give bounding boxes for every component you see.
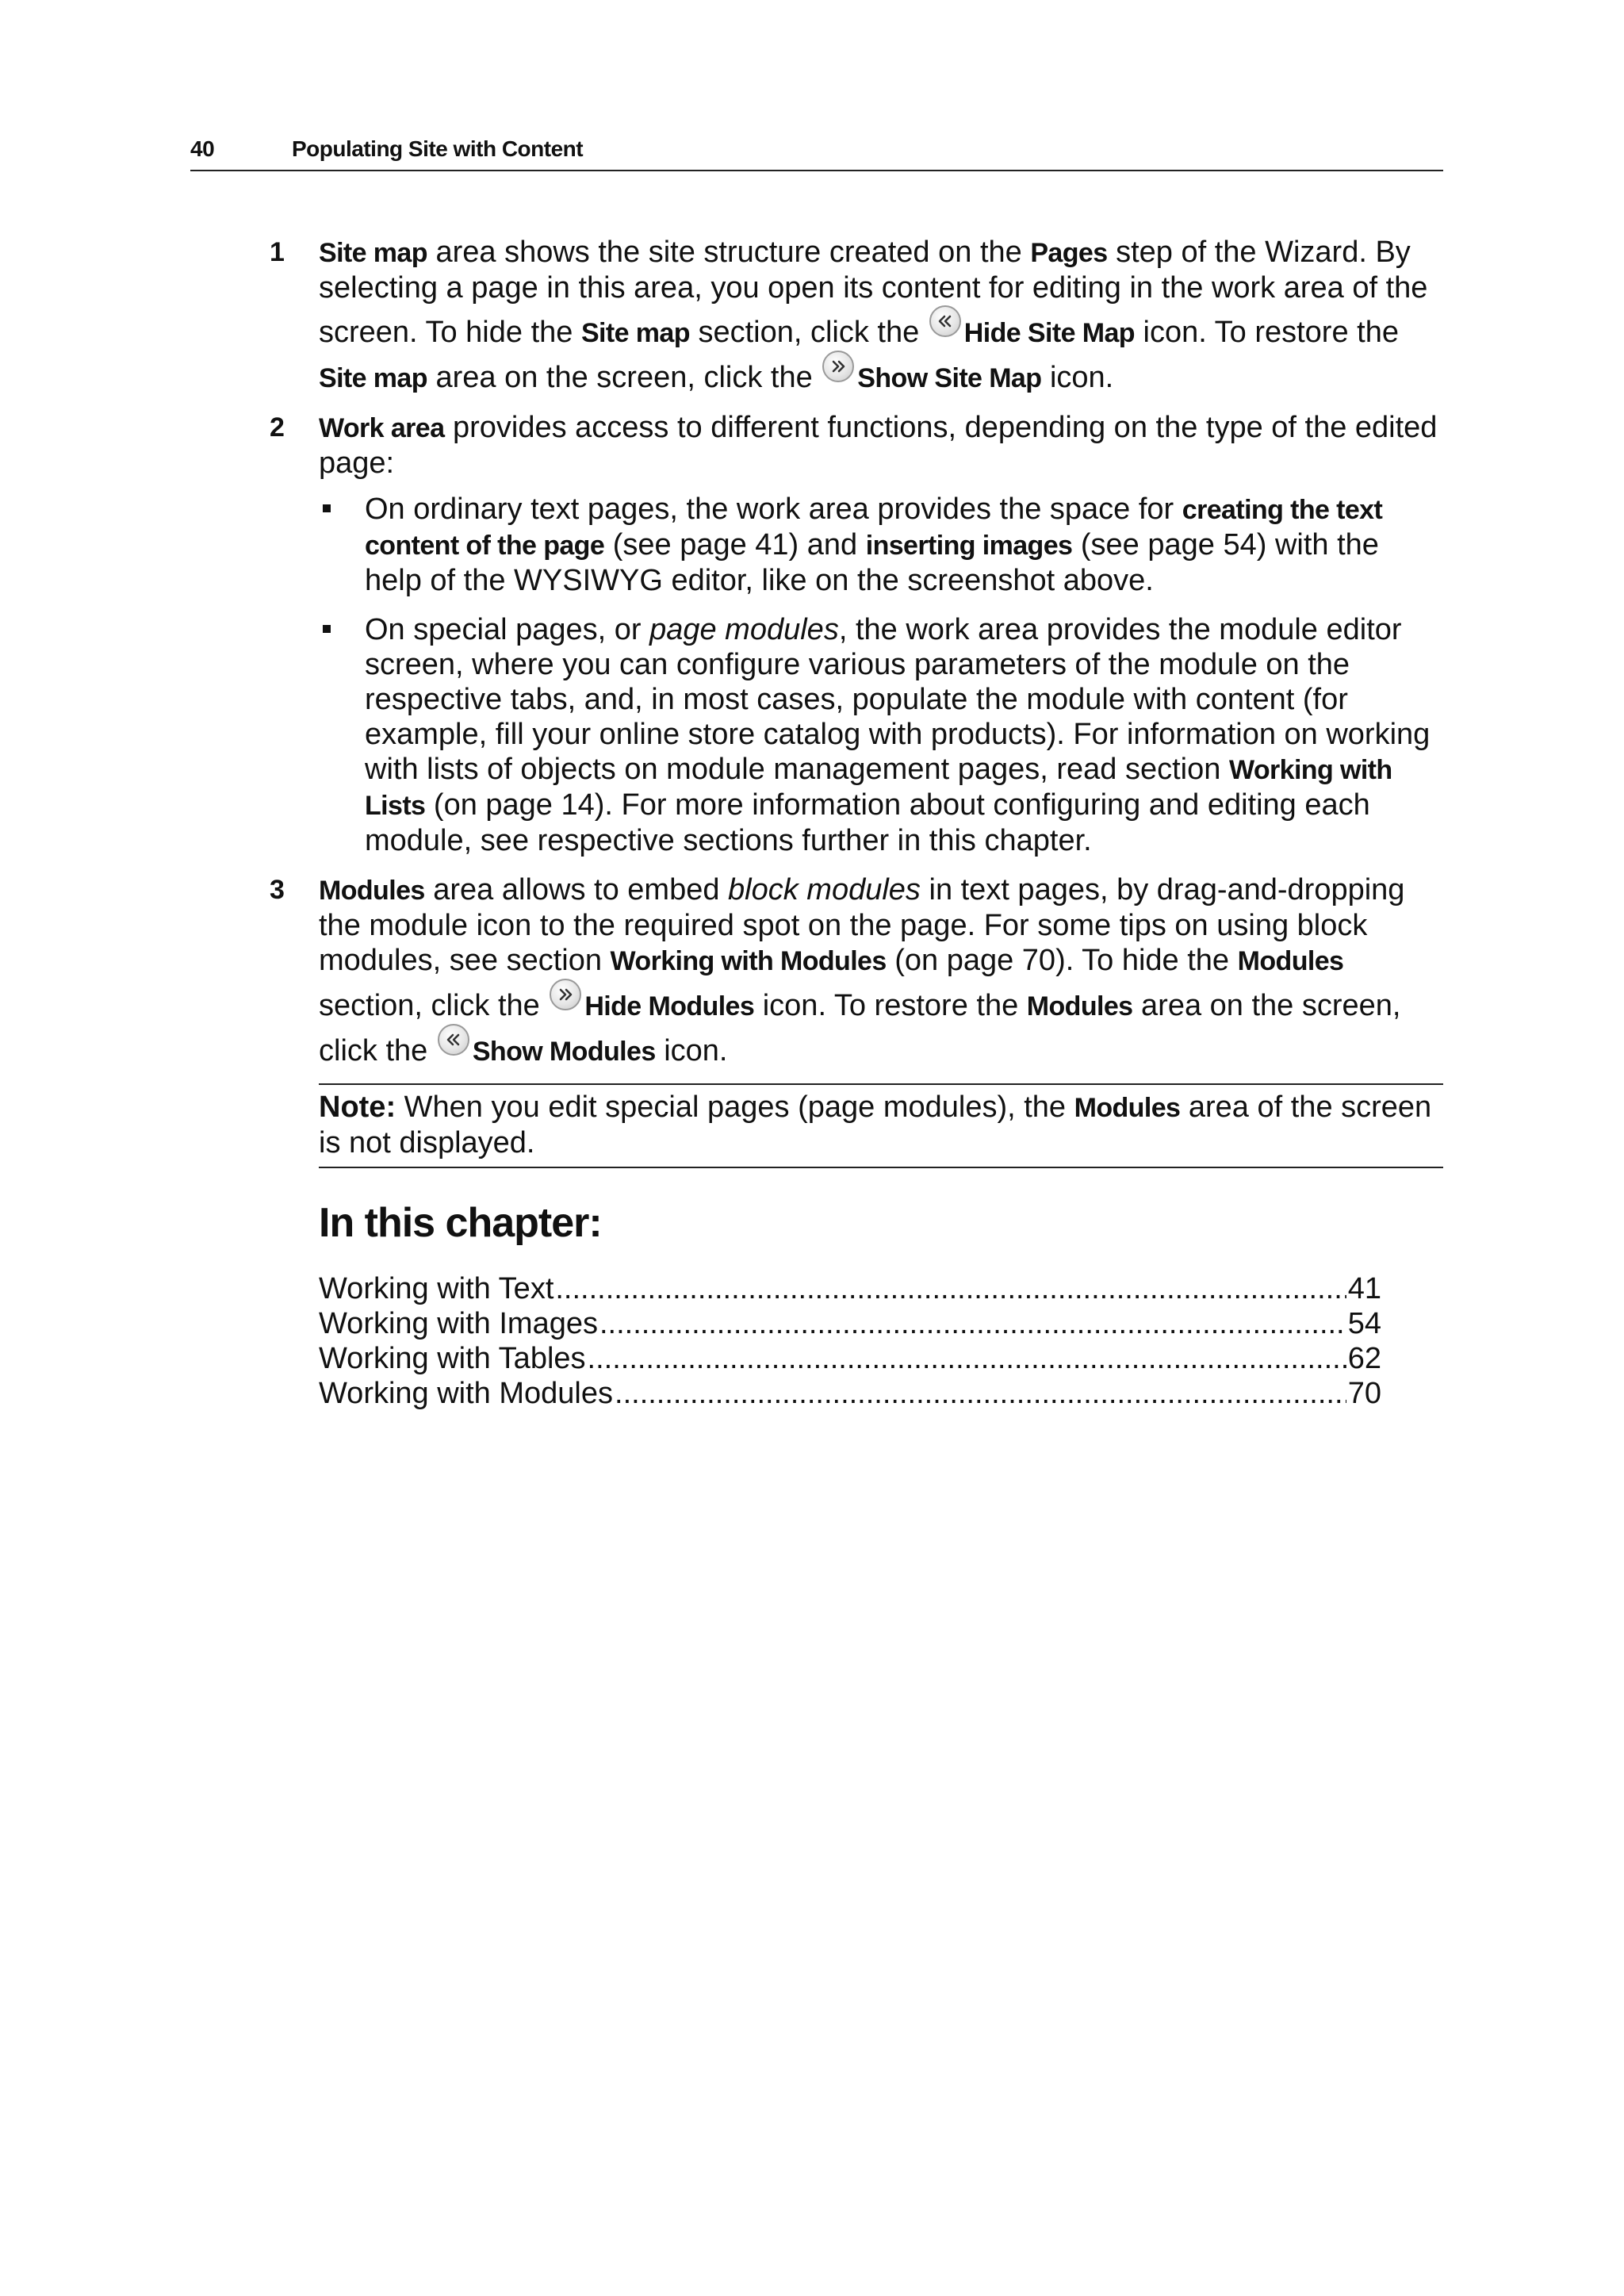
text-run: On ordinary text pages, the work area provides the space for bbox=[365, 493, 1182, 526]
text-run: icon. To restore the bbox=[754, 989, 1027, 1022]
link-creating-text-content: creating the text content of the page bbox=[365, 495, 1383, 561]
toc-entry-page[interactable]: 54 bbox=[1347, 1307, 1381, 1340]
toc-entry[interactable] bbox=[319, 1341, 1381, 1376]
toc-entry-page[interactable]: 62 bbox=[1347, 1342, 1381, 1375]
term-show-site-map: Show Site Map bbox=[857, 363, 1042, 393]
toc-entry-page[interactable]: 70 bbox=[1347, 1377, 1381, 1410]
text-run: (see page 41) and bbox=[604, 528, 866, 562]
text-run: area on the screen, click the bbox=[427, 361, 822, 394]
text-run: icon. To restore the bbox=[1134, 316, 1399, 349]
running-head: Populating Site with Content bbox=[292, 136, 584, 161]
toc-entry[interactable] bbox=[319, 1271, 1381, 1306]
item-number: 3 bbox=[270, 875, 285, 905]
toc-entry[interactable] bbox=[319, 1376, 1381, 1411]
link-inserting-images: inserting images bbox=[865, 531, 1073, 561]
text-run: in text pages, by drag-and-dropping the module icon to the required spot on the page. For some tips on using block modules, see section bbox=[319, 873, 1405, 977]
chapter-toc bbox=[319, 1271, 1381, 1411]
toc-entry-title[interactable]: Working with Text bbox=[319, 1272, 554, 1305]
note-box bbox=[319, 1083, 1443, 1168]
bullet-square-icon bbox=[323, 625, 331, 633]
chapter-heading: In this chapter: bbox=[319, 1200, 602, 1246]
toc-leader-dots bbox=[555, 1271, 1346, 1306]
toc-entry-title[interactable]: Working with Modules bbox=[319, 1377, 614, 1410]
item-text bbox=[319, 235, 1443, 396]
text-run: area shows the site structure created on the bbox=[427, 236, 1031, 269]
term-modules: Modules bbox=[319, 876, 425, 906]
toc-leader-dots bbox=[588, 1341, 1346, 1376]
text-run: area on the screen, click the bbox=[319, 989, 1401, 1068]
page-header bbox=[190, 133, 1443, 171]
double-chevron-left-icon bbox=[929, 305, 961, 337]
emphasis-page-modules: page modules bbox=[649, 613, 839, 646]
text-run: area of the screen is not displayed. bbox=[319, 1091, 1432, 1159]
text-run: icon. bbox=[1041, 361, 1114, 394]
term-site-map: Site map bbox=[580, 318, 690, 348]
text-run: On special pages, or bbox=[365, 613, 650, 646]
item-text bbox=[319, 410, 1443, 481]
link-working-with-modules: Working with Modules bbox=[610, 946, 887, 976]
list-item-site-map bbox=[270, 235, 1443, 396]
text-run: (on page 70). To hide the bbox=[886, 944, 1238, 977]
toc-entry-title[interactable]: Working with Tables bbox=[319, 1342, 586, 1375]
toc-entry-title[interactable]: Working with Images bbox=[319, 1307, 598, 1340]
double-chevron-right-icon bbox=[822, 351, 854, 382]
text-run: , the work area provides the module editor screen, where you can configure various parameters of the module on the respective tabs, and, in most cases, populate the module with content (for example, fill your online store catalog with products). For information on working with lists of objects on module management pages, read section bbox=[365, 613, 1431, 786]
text-run: provides access to different functions, depending on the type of the edited page: bbox=[319, 411, 1438, 480]
note-label: Note: bbox=[319, 1091, 396, 1124]
toc-entry[interactable] bbox=[319, 1306, 1381, 1341]
page-number: 40 bbox=[190, 136, 215, 161]
item-number: 1 bbox=[270, 237, 285, 267]
bullet-item bbox=[319, 492, 1443, 598]
bullet-list bbox=[319, 492, 1443, 858]
term-pages: Pages bbox=[1030, 238, 1108, 268]
note-text bbox=[319, 1090, 1443, 1160]
text-run: section, click the bbox=[689, 316, 928, 349]
term-modules: Modules bbox=[1237, 946, 1344, 976]
text-run: icon. bbox=[655, 1034, 728, 1068]
toc-leader-dots bbox=[615, 1376, 1346, 1411]
page-body bbox=[270, 235, 1443, 1411]
text-run: area allows to embed bbox=[424, 873, 729, 907]
list-item-work-area bbox=[270, 410, 1443, 858]
toc-entry-page[interactable]: 41 bbox=[1347, 1272, 1381, 1305]
double-chevron-right-icon bbox=[550, 979, 581, 1010]
item-text bbox=[319, 872, 1443, 1069]
link-working-with-lists: Working with Lists bbox=[365, 755, 1392, 821]
term-modules: Modules bbox=[1026, 991, 1133, 1022]
text-run: section, click the bbox=[319, 989, 549, 1022]
term-show-modules: Show Modules bbox=[472, 1037, 656, 1067]
text-run: (on page 14). For more information about configuring and editing each module, see respective sections further in this chapter. bbox=[365, 788, 1370, 857]
item-number: 2 bbox=[270, 412, 285, 443]
text-run: When you edit special pages (page modules), the bbox=[396, 1091, 1074, 1124]
double-chevron-left-icon bbox=[438, 1024, 469, 1056]
term-site-map: Site map bbox=[319, 238, 427, 268]
term-hide-modules: Hide Modules bbox=[584, 991, 755, 1022]
bullet-item bbox=[319, 612, 1443, 858]
term-work-area: Work area bbox=[319, 413, 445, 443]
list-item-modules bbox=[270, 872, 1443, 1069]
text-run: step of the Wizard. By selecting a page in this area, you open its content for editing in the work area of the screen. To hide the bbox=[319, 236, 1428, 349]
term-modules: Modules bbox=[1074, 1093, 1181, 1123]
toc-leader-dots bbox=[599, 1306, 1346, 1341]
term-hide-site-map: Hide Site Map bbox=[963, 318, 1135, 348]
text-run: (see page 54) with the help of the WYSIWYG editor, like on the screenshot above. bbox=[365, 528, 1379, 597]
term-site-map: Site map bbox=[319, 363, 427, 393]
emphasis-block-modules: block modules bbox=[728, 873, 921, 907]
bullet-square-icon bbox=[323, 504, 331, 512]
